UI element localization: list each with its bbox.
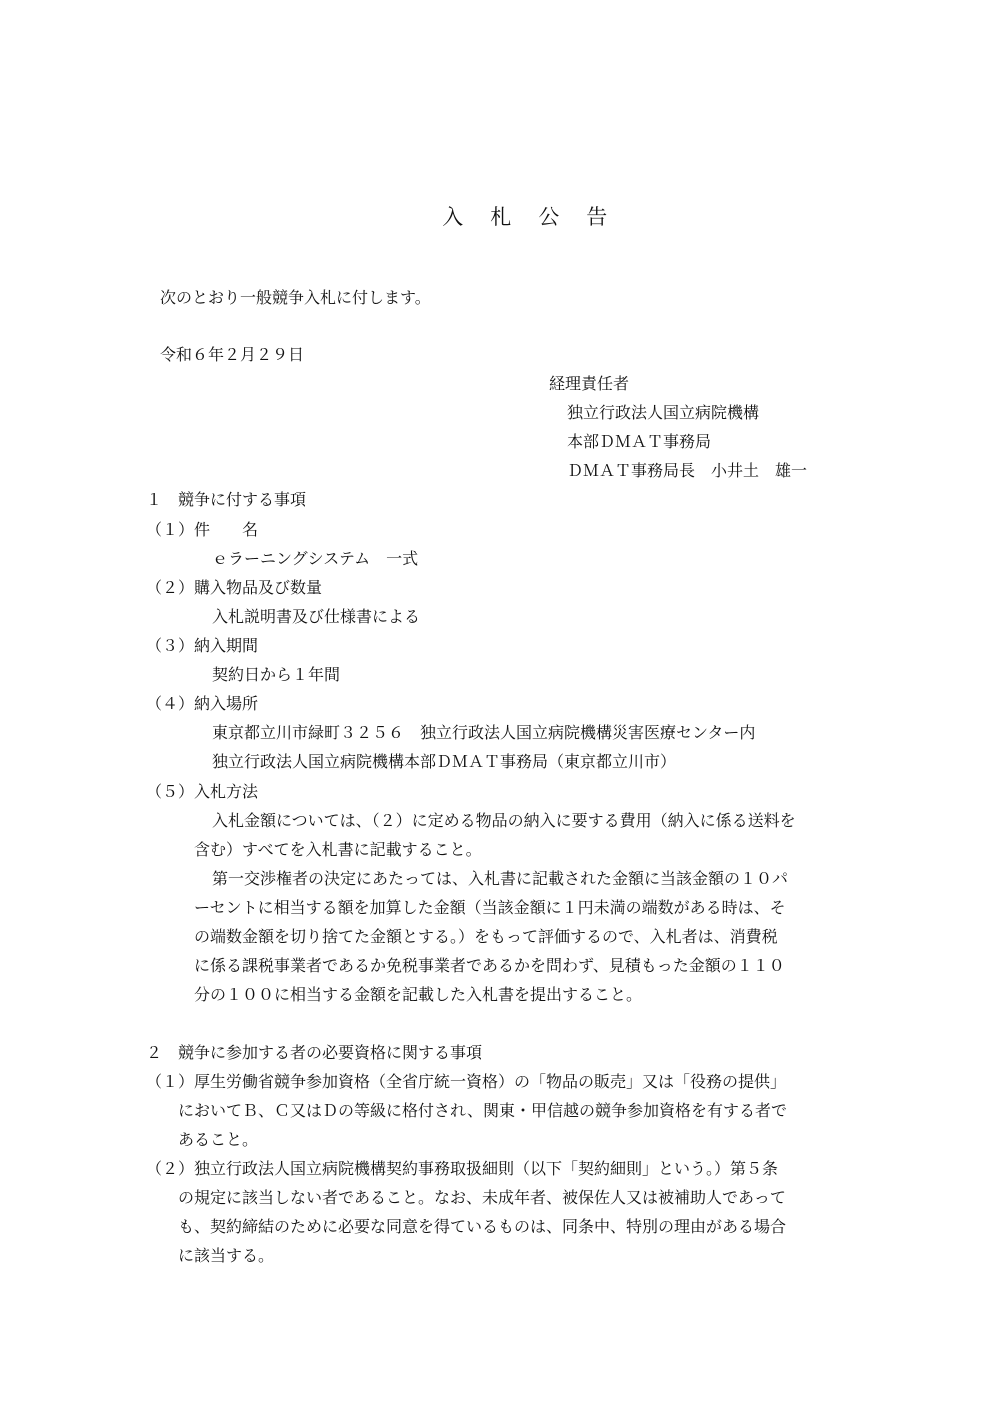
section2-heading: ２ 競争に参加する者の必要資格に関する事項 [146, 1043, 483, 1062]
title-char: 入 [442, 205, 464, 229]
item1-body: ｅラーニングシステム 一式 [212, 549, 419, 568]
notice-date: 令和６年２月２９日 [160, 345, 305, 364]
issuer-role: 経理責任者 [549, 374, 630, 393]
item3-body: 契約日から１年間 [212, 665, 341, 684]
item4-line: 独立行政法人国立病院機構本部ＤＭＡＴ事務局（東京都立川市） [212, 752, 677, 771]
intro-text: 次のとおり一般競争入札に付します。 [160, 288, 431, 307]
item5-paragraph-line: 含む）すべてを入札書に記載すること。 [194, 840, 482, 859]
s2-item2-line: （２）独立行政法人国立病院機構契約事務取扱細則（以下「契約細則」という。）第５条 [146, 1159, 779, 1178]
title-char: 公 [538, 205, 560, 229]
item1-label: （１）件 名 [146, 520, 259, 539]
item4-label: （４）納入場所 [146, 694, 259, 713]
title-char: 告 [586, 205, 608, 229]
s2-item2-line: に該当する。 [178, 1246, 275, 1265]
item5-paragraph-line: 第一交渉権者の決定にあたっては、入札書に記載された金額に当該金額の１０パ [212, 869, 789, 888]
issuer-dept: 本部ＤＭＡＴ事務局 [567, 432, 712, 451]
s2-item1-line: （１）厚生労働省競争参加資格（全省庁統一資格）の「物品の販売」又は「役務の提供」 [146, 1072, 787, 1091]
item3-label: （３）納入期間 [146, 636, 259, 655]
s2-item1-line: においてＢ、Ｃ又はＤの等級に格付され、関東・甲信越の競争参加資格を有する者で [178, 1101, 787, 1120]
item5-paragraph-line: 分の１００に相当する金額を記載した入札書を提出すること。 [194, 985, 643, 1004]
item5-paragraph-line: ーセントに相当する額を加算した金額（当該金額に１円未満の端数がある時は、そ [194, 898, 786, 917]
item2-body: 入札説明書及び仕様書による [212, 607, 421, 626]
issuer-org: 独立行政法人国立病院機構 [567, 403, 760, 422]
item4-line: 東京都立川市緑町３２５６ 独立行政法人国立病院機構災害医療センター内 [212, 723, 756, 742]
item5-label: （５）入札方法 [146, 782, 259, 801]
item5-paragraph-line: の端数金額を切り捨てた金額とする。）をもって評価するので、入札者は、消費税 [194, 927, 778, 946]
item2-label: （２）購入物品及び数量 [146, 578, 323, 597]
section1-heading: １ 競争に付する事項 [146, 490, 307, 509]
page-title [402, 186, 621, 249]
s2-item2-line: の規定に該当しない者であること。なお、未成年者、被保佐人又は被補助人であって [178, 1188, 786, 1207]
s2-item1-line: あること。 [178, 1130, 259, 1149]
item5-paragraph-line: に係る課税事業者であるか免税事業者であるかを問わず、見積もった金額の１１０ [194, 956, 785, 975]
s2-item2-line: も、契約締結のために必要な同意を得ているものは、同条中、特別の理由がある場合 [178, 1217, 787, 1236]
item5-paragraph-line: 入札金額については、（２）に定める物品の納入に要する費用（納入に係る送料を [212, 811, 796, 830]
issuer-name: ＤＭＡＴ事務局長 小井土 雄一 [567, 461, 808, 480]
title-char: 札 [490, 205, 512, 229]
